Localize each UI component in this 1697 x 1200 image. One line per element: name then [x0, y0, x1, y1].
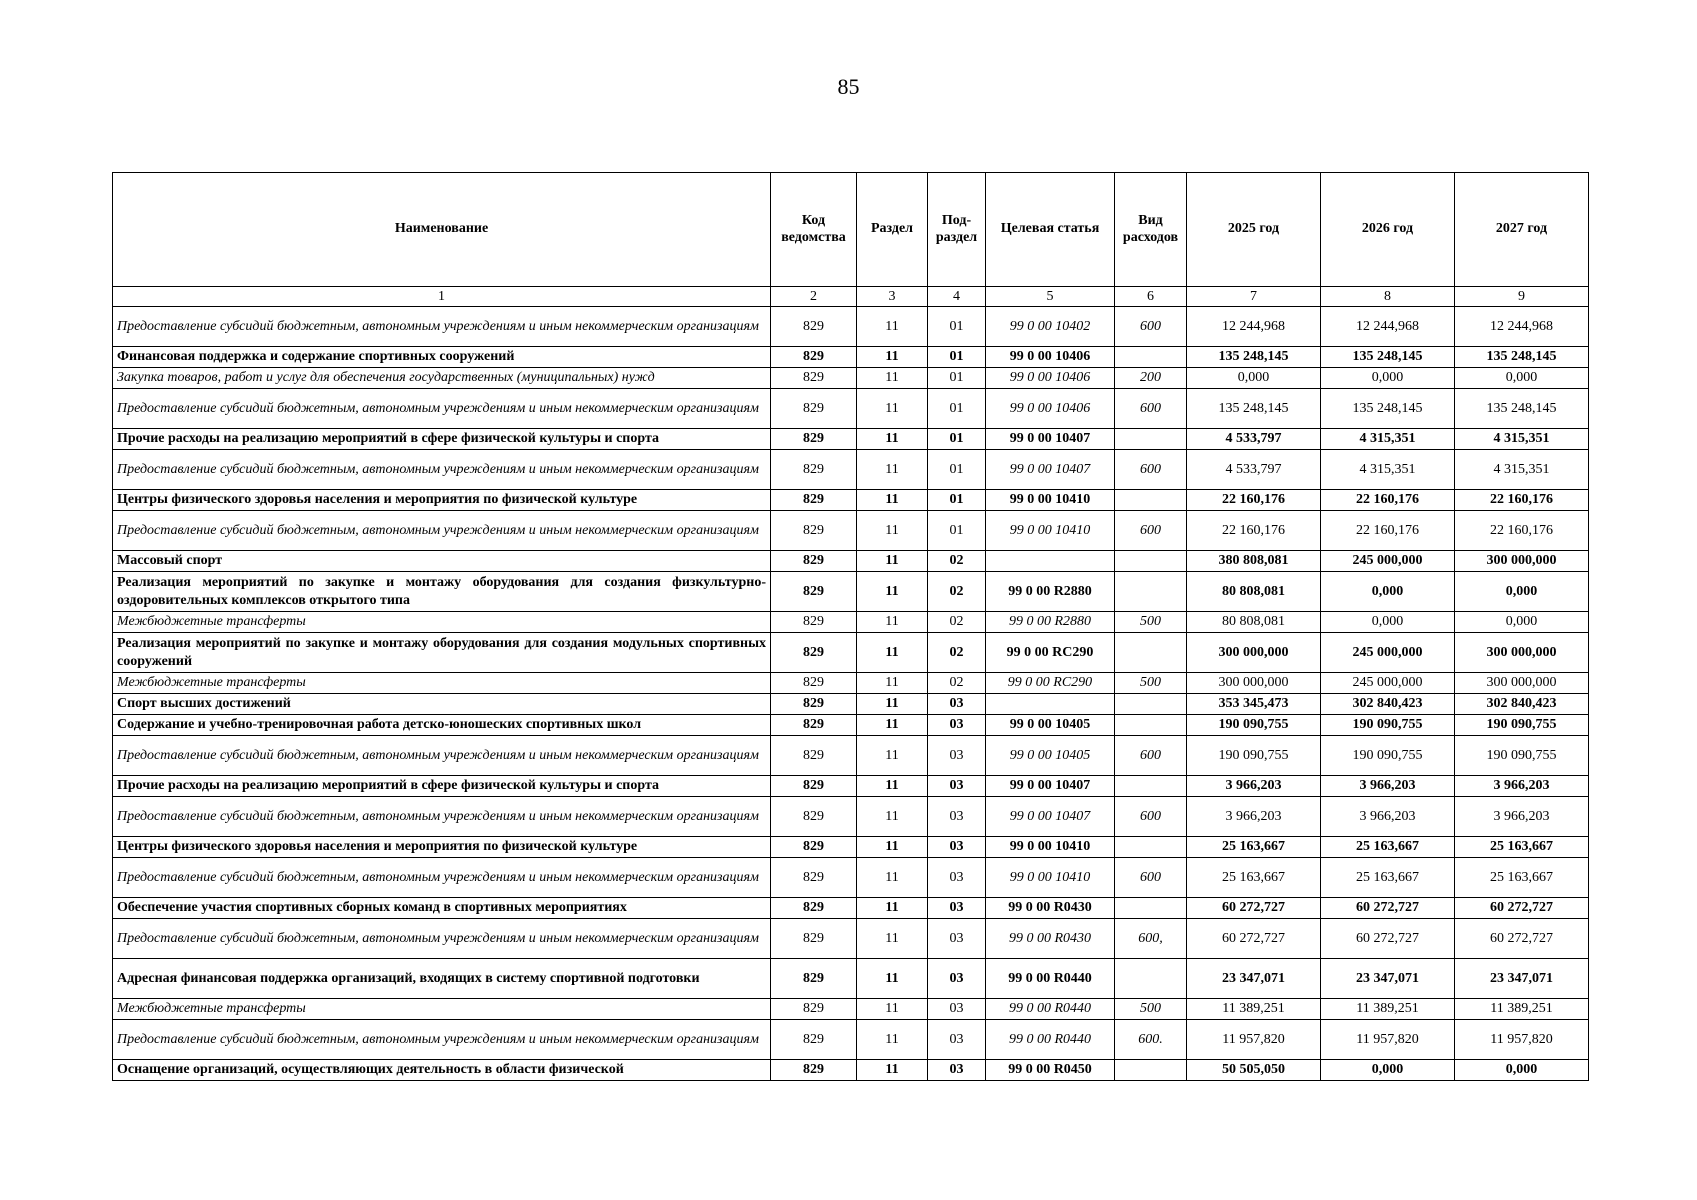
row-target-article: 99 0 00 R0430 — [986, 898, 1115, 919]
row-section: 11 — [857, 347, 928, 368]
row-value-2026: 0,000 — [1321, 572, 1455, 612]
table-row — [113, 450, 1589, 490]
row-name: Предоставление субсидий бюджетным, автономным учреждениям и иным некоммерческим организациям — [113, 511, 771, 551]
row-name: Реализация мероприятий по закупке и монтажу оборудования для создания модульных спортивных сооружений — [113, 633, 771, 673]
row-expense-type — [1115, 429, 1187, 450]
row-value-2026: 135 248,145 — [1321, 389, 1455, 429]
row-value-2027: 0,000 — [1455, 612, 1589, 633]
row-expense-type — [1115, 633, 1187, 673]
table-row — [113, 490, 1589, 511]
row-name: Предоставление субсидий бюджетным, автономным учреждениям и иным некоммерческим организациям — [113, 1020, 771, 1060]
row-subsection: 03 — [928, 837, 986, 858]
row-subsection: 03 — [928, 736, 986, 776]
row-subsection: 03 — [928, 694, 986, 715]
row-section: 11 — [857, 511, 928, 551]
row-target-article: 99 0 00 RC290 — [986, 673, 1115, 694]
table-header — [113, 173, 1589, 307]
row-expense-type — [1115, 776, 1187, 797]
column-number: 6 — [1115, 287, 1187, 307]
column-number: 2 — [771, 287, 857, 307]
row-value-2025: 25 163,667 — [1187, 858, 1321, 898]
row-expense-type: 600 — [1115, 797, 1187, 837]
row-value-2025: 22 160,176 — [1187, 490, 1321, 511]
row-section: 11 — [857, 612, 928, 633]
column-number: 1 — [113, 287, 771, 307]
row-expense-type — [1115, 551, 1187, 572]
table-row — [113, 368, 1589, 389]
row-value-2025: 60 272,727 — [1187, 898, 1321, 919]
column-number: 8 — [1321, 287, 1455, 307]
row-value-2027: 23 347,071 — [1455, 959, 1589, 999]
table-row — [113, 429, 1589, 450]
row-subsection: 03 — [928, 776, 986, 797]
row-name: Обеспечение участия спортивных сборных команд в спортивных мероприятиях — [113, 898, 771, 919]
header-2027: 2027 год — [1455, 173, 1589, 287]
row-value-2027: 190 090,755 — [1455, 715, 1589, 736]
row-dept-code: 829 — [771, 551, 857, 572]
row-target-article: 99 0 00 10407 — [986, 450, 1115, 490]
row-section: 11 — [857, 673, 928, 694]
row-section: 11 — [857, 551, 928, 572]
row-value-2026: 245 000,000 — [1321, 673, 1455, 694]
row-value-2025: 4 533,797 — [1187, 429, 1321, 450]
row-subsection: 02 — [928, 551, 986, 572]
row-dept-code: 829 — [771, 797, 857, 837]
row-name: Предоставление субсидий бюджетным, автономным учреждениям и иным некоммерческим организациям — [113, 307, 771, 347]
row-subsection: 01 — [928, 450, 986, 490]
header-2025: 2025 год — [1187, 173, 1321, 287]
row-expense-type — [1115, 959, 1187, 999]
row-expense-type — [1115, 572, 1187, 612]
row-name: Межбюджетные трансферты — [113, 612, 771, 633]
row-name: Закупка товаров, работ и услуг для обеспечения государственных (муниципальных) нужд — [113, 368, 771, 389]
row-target-article: 99 0 00 10410 — [986, 490, 1115, 511]
row-section: 11 — [857, 572, 928, 612]
row-value-2025: 80 808,081 — [1187, 612, 1321, 633]
row-target-article: 99 0 00 10410 — [986, 837, 1115, 858]
row-value-2025: 50 505,050 — [1187, 1060, 1321, 1081]
row-section: 11 — [857, 736, 928, 776]
row-dept-code: 829 — [771, 1020, 857, 1060]
row-value-2027: 302 840,423 — [1455, 694, 1589, 715]
row-subsection: 01 — [928, 347, 986, 368]
row-value-2027: 0,000 — [1455, 572, 1589, 612]
table-row — [113, 633, 1589, 673]
header-subsection: Под-раздел — [928, 173, 986, 287]
row-name: Содержание и учебно-тренировочная работа детско-юношеских спортивных школ — [113, 715, 771, 736]
row-value-2025: 23 347,071 — [1187, 959, 1321, 999]
row-value-2026: 22 160,176 — [1321, 490, 1455, 511]
row-dept-code: 829 — [771, 673, 857, 694]
row-value-2025: 380 808,081 — [1187, 551, 1321, 572]
row-value-2027: 22 160,176 — [1455, 511, 1589, 551]
column-number: 3 — [857, 287, 928, 307]
row-target-article: 99 0 00 R0440 — [986, 999, 1115, 1020]
row-value-2027: 25 163,667 — [1455, 837, 1589, 858]
row-dept-code: 829 — [771, 633, 857, 673]
row-subsection: 03 — [928, 858, 986, 898]
table-row — [113, 1060, 1589, 1081]
row-target-article: 99 0 00 10410 — [986, 858, 1115, 898]
row-target-article: 99 0 00 R0440 — [986, 959, 1115, 999]
row-value-2026: 25 163,667 — [1321, 858, 1455, 898]
table-row — [113, 919, 1589, 959]
row-name: Финансовая поддержка и содержание спортивных сооружений — [113, 347, 771, 368]
row-target-article: 99 0 00 RC290 — [986, 633, 1115, 673]
row-name: Спорт высших достижений — [113, 694, 771, 715]
row-dept-code: 829 — [771, 389, 857, 429]
row-subsection: 02 — [928, 612, 986, 633]
row-dept-code: 829 — [771, 368, 857, 389]
row-dept-code: 829 — [771, 736, 857, 776]
row-section: 11 — [857, 858, 928, 898]
row-expense-type: 600, — [1115, 919, 1187, 959]
row-target-article: 99 0 00 10406 — [986, 368, 1115, 389]
row-subsection: 03 — [928, 1020, 986, 1060]
row-expense-type: 600 — [1115, 307, 1187, 347]
row-value-2025: 11 389,251 — [1187, 999, 1321, 1020]
row-target-article: 99 0 00 R0440 — [986, 1020, 1115, 1060]
row-dept-code: 829 — [771, 999, 857, 1020]
row-value-2027: 300 000,000 — [1455, 673, 1589, 694]
row-target-article: 99 0 00 10407 — [986, 776, 1115, 797]
table-row — [113, 837, 1589, 858]
row-name: Реализация мероприятий по закупке и монтажу оборудования для создания физкультурно-оздоровительных комплексов открытого типа — [113, 572, 771, 612]
row-target-article: 99 0 00 10407 — [986, 797, 1115, 837]
row-section: 11 — [857, 633, 928, 673]
row-target-article: 99 0 00 10410 — [986, 511, 1115, 551]
row-dept-code: 829 — [771, 307, 857, 347]
row-dept-code: 829 — [771, 837, 857, 858]
row-dept-code: 829 — [771, 612, 857, 633]
row-name: Предоставление субсидий бюджетным, автономным учреждениям и иным некоммерческим организациям — [113, 450, 771, 490]
row-value-2025: 135 248,145 — [1187, 347, 1321, 368]
row-value-2027: 3 966,203 — [1455, 797, 1589, 837]
table-row — [113, 551, 1589, 572]
row-subsection: 01 — [928, 490, 986, 511]
row-section: 11 — [857, 715, 928, 736]
column-number: 4 — [928, 287, 986, 307]
row-section: 11 — [857, 898, 928, 919]
row-value-2026: 190 090,755 — [1321, 736, 1455, 776]
table-row — [113, 673, 1589, 694]
row-dept-code: 829 — [771, 490, 857, 511]
row-expense-type — [1115, 898, 1187, 919]
row-name: Межбюджетные трансферты — [113, 673, 771, 694]
row-value-2027: 0,000 — [1455, 1060, 1589, 1081]
row-section: 11 — [857, 368, 928, 389]
row-value-2026: 11 389,251 — [1321, 999, 1455, 1020]
row-dept-code: 829 — [771, 429, 857, 450]
row-name: Оснащение организаций, осуществляющих деятельность в области физической — [113, 1060, 771, 1081]
row-expense-type: 600 — [1115, 858, 1187, 898]
column-number: 9 — [1455, 287, 1589, 307]
row-value-2027: 135 248,145 — [1455, 389, 1589, 429]
row-value-2025: 80 808,081 — [1187, 572, 1321, 612]
row-dept-code: 829 — [771, 347, 857, 368]
row-subsection: 03 — [928, 999, 986, 1020]
row-value-2026: 135 248,145 — [1321, 347, 1455, 368]
row-value-2025: 4 533,797 — [1187, 450, 1321, 490]
row-value-2025: 353 345,473 — [1187, 694, 1321, 715]
row-section: 11 — [857, 1020, 928, 1060]
row-value-2026: 4 315,351 — [1321, 429, 1455, 450]
row-value-2026: 245 000,000 — [1321, 551, 1455, 572]
row-subsection: 03 — [928, 898, 986, 919]
row-expense-type: 500 — [1115, 673, 1187, 694]
row-value-2025: 3 966,203 — [1187, 797, 1321, 837]
row-dept-code: 829 — [771, 919, 857, 959]
row-name: Предоставление субсидий бюджетным, автономным учреждениям и иным некоммерческим организациям — [113, 736, 771, 776]
table-row — [113, 736, 1589, 776]
row-target-article: 99 0 00 R0450 — [986, 1060, 1115, 1081]
page-number: 85 — [837, 74, 860, 99]
row-name: Предоставление субсидий бюджетным, автономным учреждениям и иным некоммерческим организациям — [113, 797, 771, 837]
row-section: 11 — [857, 959, 928, 999]
row-value-2027: 25 163,667 — [1455, 858, 1589, 898]
row-dept-code: 829 — [771, 959, 857, 999]
row-value-2026: 0,000 — [1321, 612, 1455, 633]
row-value-2025: 3 966,203 — [1187, 776, 1321, 797]
row-value-2026: 0,000 — [1321, 368, 1455, 389]
header-name: Наименование — [113, 173, 771, 287]
row-name: Предоставление субсидий бюджетным, автономным учреждениям и иным некоммерческим организациям — [113, 389, 771, 429]
row-section: 11 — [857, 429, 928, 450]
column-number: 5 — [986, 287, 1115, 307]
row-value-2026: 25 163,667 — [1321, 837, 1455, 858]
row-target-article: 99 0 00 10406 — [986, 347, 1115, 368]
row-target-article — [986, 694, 1115, 715]
row-dept-code: 829 — [771, 715, 857, 736]
row-value-2025: 60 272,727 — [1187, 919, 1321, 959]
row-expense-type — [1115, 1060, 1187, 1081]
row-subsection: 02 — [928, 673, 986, 694]
row-value-2026: 4 315,351 — [1321, 450, 1455, 490]
row-value-2027: 3 966,203 — [1455, 776, 1589, 797]
table-row — [113, 694, 1589, 715]
row-target-article: 99 0 00 10402 — [986, 307, 1115, 347]
row-name: Массовый спорт — [113, 551, 771, 572]
row-subsection: 01 — [928, 368, 986, 389]
row-dept-code: 829 — [771, 450, 857, 490]
row-value-2027: 11 389,251 — [1455, 999, 1589, 1020]
row-expense-type: 600 — [1115, 511, 1187, 551]
row-section: 11 — [857, 694, 928, 715]
row-value-2026: 23 347,071 — [1321, 959, 1455, 999]
row-value-2027: 60 272,727 — [1455, 919, 1589, 959]
row-name: Центры физического здоровья населения и мероприятия по физической культуре — [113, 490, 771, 511]
row-value-2027: 60 272,727 — [1455, 898, 1589, 919]
row-target-article: 99 0 00 R2880 — [986, 612, 1115, 633]
row-section: 11 — [857, 490, 928, 511]
row-subsection: 03 — [928, 1060, 986, 1081]
row-value-2026: 12 244,968 — [1321, 307, 1455, 347]
row-value-2026: 245 000,000 — [1321, 633, 1455, 673]
row-value-2025: 0,000 — [1187, 368, 1321, 389]
row-name: Межбюджетные трансферты — [113, 999, 771, 1020]
row-value-2027: 135 248,145 — [1455, 347, 1589, 368]
row-name: Центры физического здоровья населения и мероприятия по физической культуре — [113, 837, 771, 858]
row-value-2026: 22 160,176 — [1321, 511, 1455, 551]
row-target-article: 99 0 00 10406 — [986, 389, 1115, 429]
row-section: 11 — [857, 837, 928, 858]
row-subsection: 01 — [928, 389, 986, 429]
table-row — [113, 389, 1589, 429]
row-name: Прочие расходы на реализацию мероприятий в сфере физической культуры и спорта — [113, 429, 771, 450]
row-expense-type — [1115, 490, 1187, 511]
row-value-2025: 190 090,755 — [1187, 715, 1321, 736]
header-expense-type: Вид расходов — [1115, 173, 1187, 287]
row-dept-code: 829 — [771, 858, 857, 898]
row-expense-type — [1115, 715, 1187, 736]
table-body — [113, 307, 1589, 1081]
row-value-2026: 3 966,203 — [1321, 776, 1455, 797]
table-row — [113, 999, 1589, 1020]
row-dept-code: 829 — [771, 1060, 857, 1081]
header-target-article: Целевая статья — [986, 173, 1115, 287]
table-row — [113, 511, 1589, 551]
row-subsection: 03 — [928, 715, 986, 736]
row-value-2027: 300 000,000 — [1455, 633, 1589, 673]
row-section: 11 — [857, 797, 928, 837]
row-name: Предоставление субсидий бюджетным, автономным учреждениям и иным некоммерческим организациям — [113, 919, 771, 959]
row-target-article: 99 0 00 10405 — [986, 736, 1115, 776]
row-target-article: 99 0 00 R2880 — [986, 572, 1115, 612]
header-dept-code: Код ведомства — [771, 173, 857, 287]
row-subsection: 02 — [928, 633, 986, 673]
table-row — [113, 959, 1589, 999]
row-value-2027: 12 244,968 — [1455, 307, 1589, 347]
row-section: 11 — [857, 389, 928, 429]
row-value-2026: 60 272,727 — [1321, 919, 1455, 959]
row-value-2027: 4 315,351 — [1455, 450, 1589, 490]
row-name: Прочие расходы на реализацию мероприятий в сфере физической культуры и спорта — [113, 776, 771, 797]
row-target-article: 99 0 00 10407 — [986, 429, 1115, 450]
row-subsection: 02 — [928, 572, 986, 612]
row-value-2025: 300 000,000 — [1187, 633, 1321, 673]
row-name: Адресная финансовая поддержка организаций, входящих в систему спортивной подготовки — [113, 959, 771, 999]
row-subsection: 01 — [928, 429, 986, 450]
row-subsection: 03 — [928, 797, 986, 837]
row-value-2025: 190 090,755 — [1187, 736, 1321, 776]
row-expense-type: 200 — [1115, 368, 1187, 389]
row-value-2025: 12 244,968 — [1187, 307, 1321, 347]
row-value-2025: 25 163,667 — [1187, 837, 1321, 858]
table-row — [113, 898, 1589, 919]
row-value-2026: 302 840,423 — [1321, 694, 1455, 715]
row-dept-code: 829 — [771, 694, 857, 715]
row-expense-type — [1115, 694, 1187, 715]
row-value-2027: 190 090,755 — [1455, 736, 1589, 776]
row-value-2027: 300 000,000 — [1455, 551, 1589, 572]
row-section: 11 — [857, 307, 928, 347]
table-row — [113, 347, 1589, 368]
row-value-2027: 22 160,176 — [1455, 490, 1589, 511]
row-value-2025: 300 000,000 — [1187, 673, 1321, 694]
row-expense-type: 600 — [1115, 736, 1187, 776]
header-2026: 2026 год — [1321, 173, 1455, 287]
row-section: 11 — [857, 919, 928, 959]
row-subsection: 03 — [928, 959, 986, 999]
row-subsection: 01 — [928, 511, 986, 551]
row-section: 11 — [857, 776, 928, 797]
row-value-2026: 11 957,820 — [1321, 1020, 1455, 1060]
row-value-2026: 3 966,203 — [1321, 797, 1455, 837]
row-value-2027: 4 315,351 — [1455, 429, 1589, 450]
row-value-2025: 22 160,176 — [1187, 511, 1321, 551]
row-target-article: 99 0 00 R0430 — [986, 919, 1115, 959]
table-row — [113, 572, 1589, 612]
row-value-2026: 190 090,755 — [1321, 715, 1455, 736]
row-dept-code: 829 — [771, 776, 857, 797]
row-dept-code: 829 — [771, 572, 857, 612]
row-value-2026: 0,000 — [1321, 1060, 1455, 1081]
row-subsection: 01 — [928, 307, 986, 347]
table-row — [113, 307, 1589, 347]
table-row — [113, 858, 1589, 898]
row-dept-code: 829 — [771, 898, 857, 919]
row-subsection: 03 — [928, 919, 986, 959]
row-value-2025: 11 957,820 — [1187, 1020, 1321, 1060]
header-section: Раздел — [857, 173, 928, 287]
row-value-2026: 60 272,727 — [1321, 898, 1455, 919]
column-number: 7 — [1187, 287, 1321, 307]
budget-table — [112, 172, 1589, 1081]
row-value-2027: 11 957,820 — [1455, 1020, 1589, 1060]
row-target-article: 99 0 00 10405 — [986, 715, 1115, 736]
table-row — [113, 715, 1589, 736]
row-expense-type — [1115, 347, 1187, 368]
table-row — [113, 1020, 1589, 1060]
row-value-2025: 135 248,145 — [1187, 389, 1321, 429]
row-expense-type: 600 — [1115, 389, 1187, 429]
row-expense-type: 500 — [1115, 999, 1187, 1020]
row-dept-code: 829 — [771, 511, 857, 551]
column-numbers-row — [113, 287, 1589, 307]
row-value-2027: 0,000 — [1455, 368, 1589, 389]
table-row — [113, 776, 1589, 797]
row-target-article — [986, 551, 1115, 572]
table-row — [113, 612, 1589, 633]
row-expense-type: 600 — [1115, 450, 1187, 490]
row-name: Предоставление субсидий бюджетным, автономным учреждениям и иным некоммерческим организациям — [113, 858, 771, 898]
row-expense-type: 600. — [1115, 1020, 1187, 1060]
table-row — [113, 797, 1589, 837]
row-section: 11 — [857, 999, 928, 1020]
row-expense-type — [1115, 837, 1187, 858]
row-section: 11 — [857, 450, 928, 490]
row-expense-type: 500 — [1115, 612, 1187, 633]
row-section: 11 — [857, 1060, 928, 1081]
